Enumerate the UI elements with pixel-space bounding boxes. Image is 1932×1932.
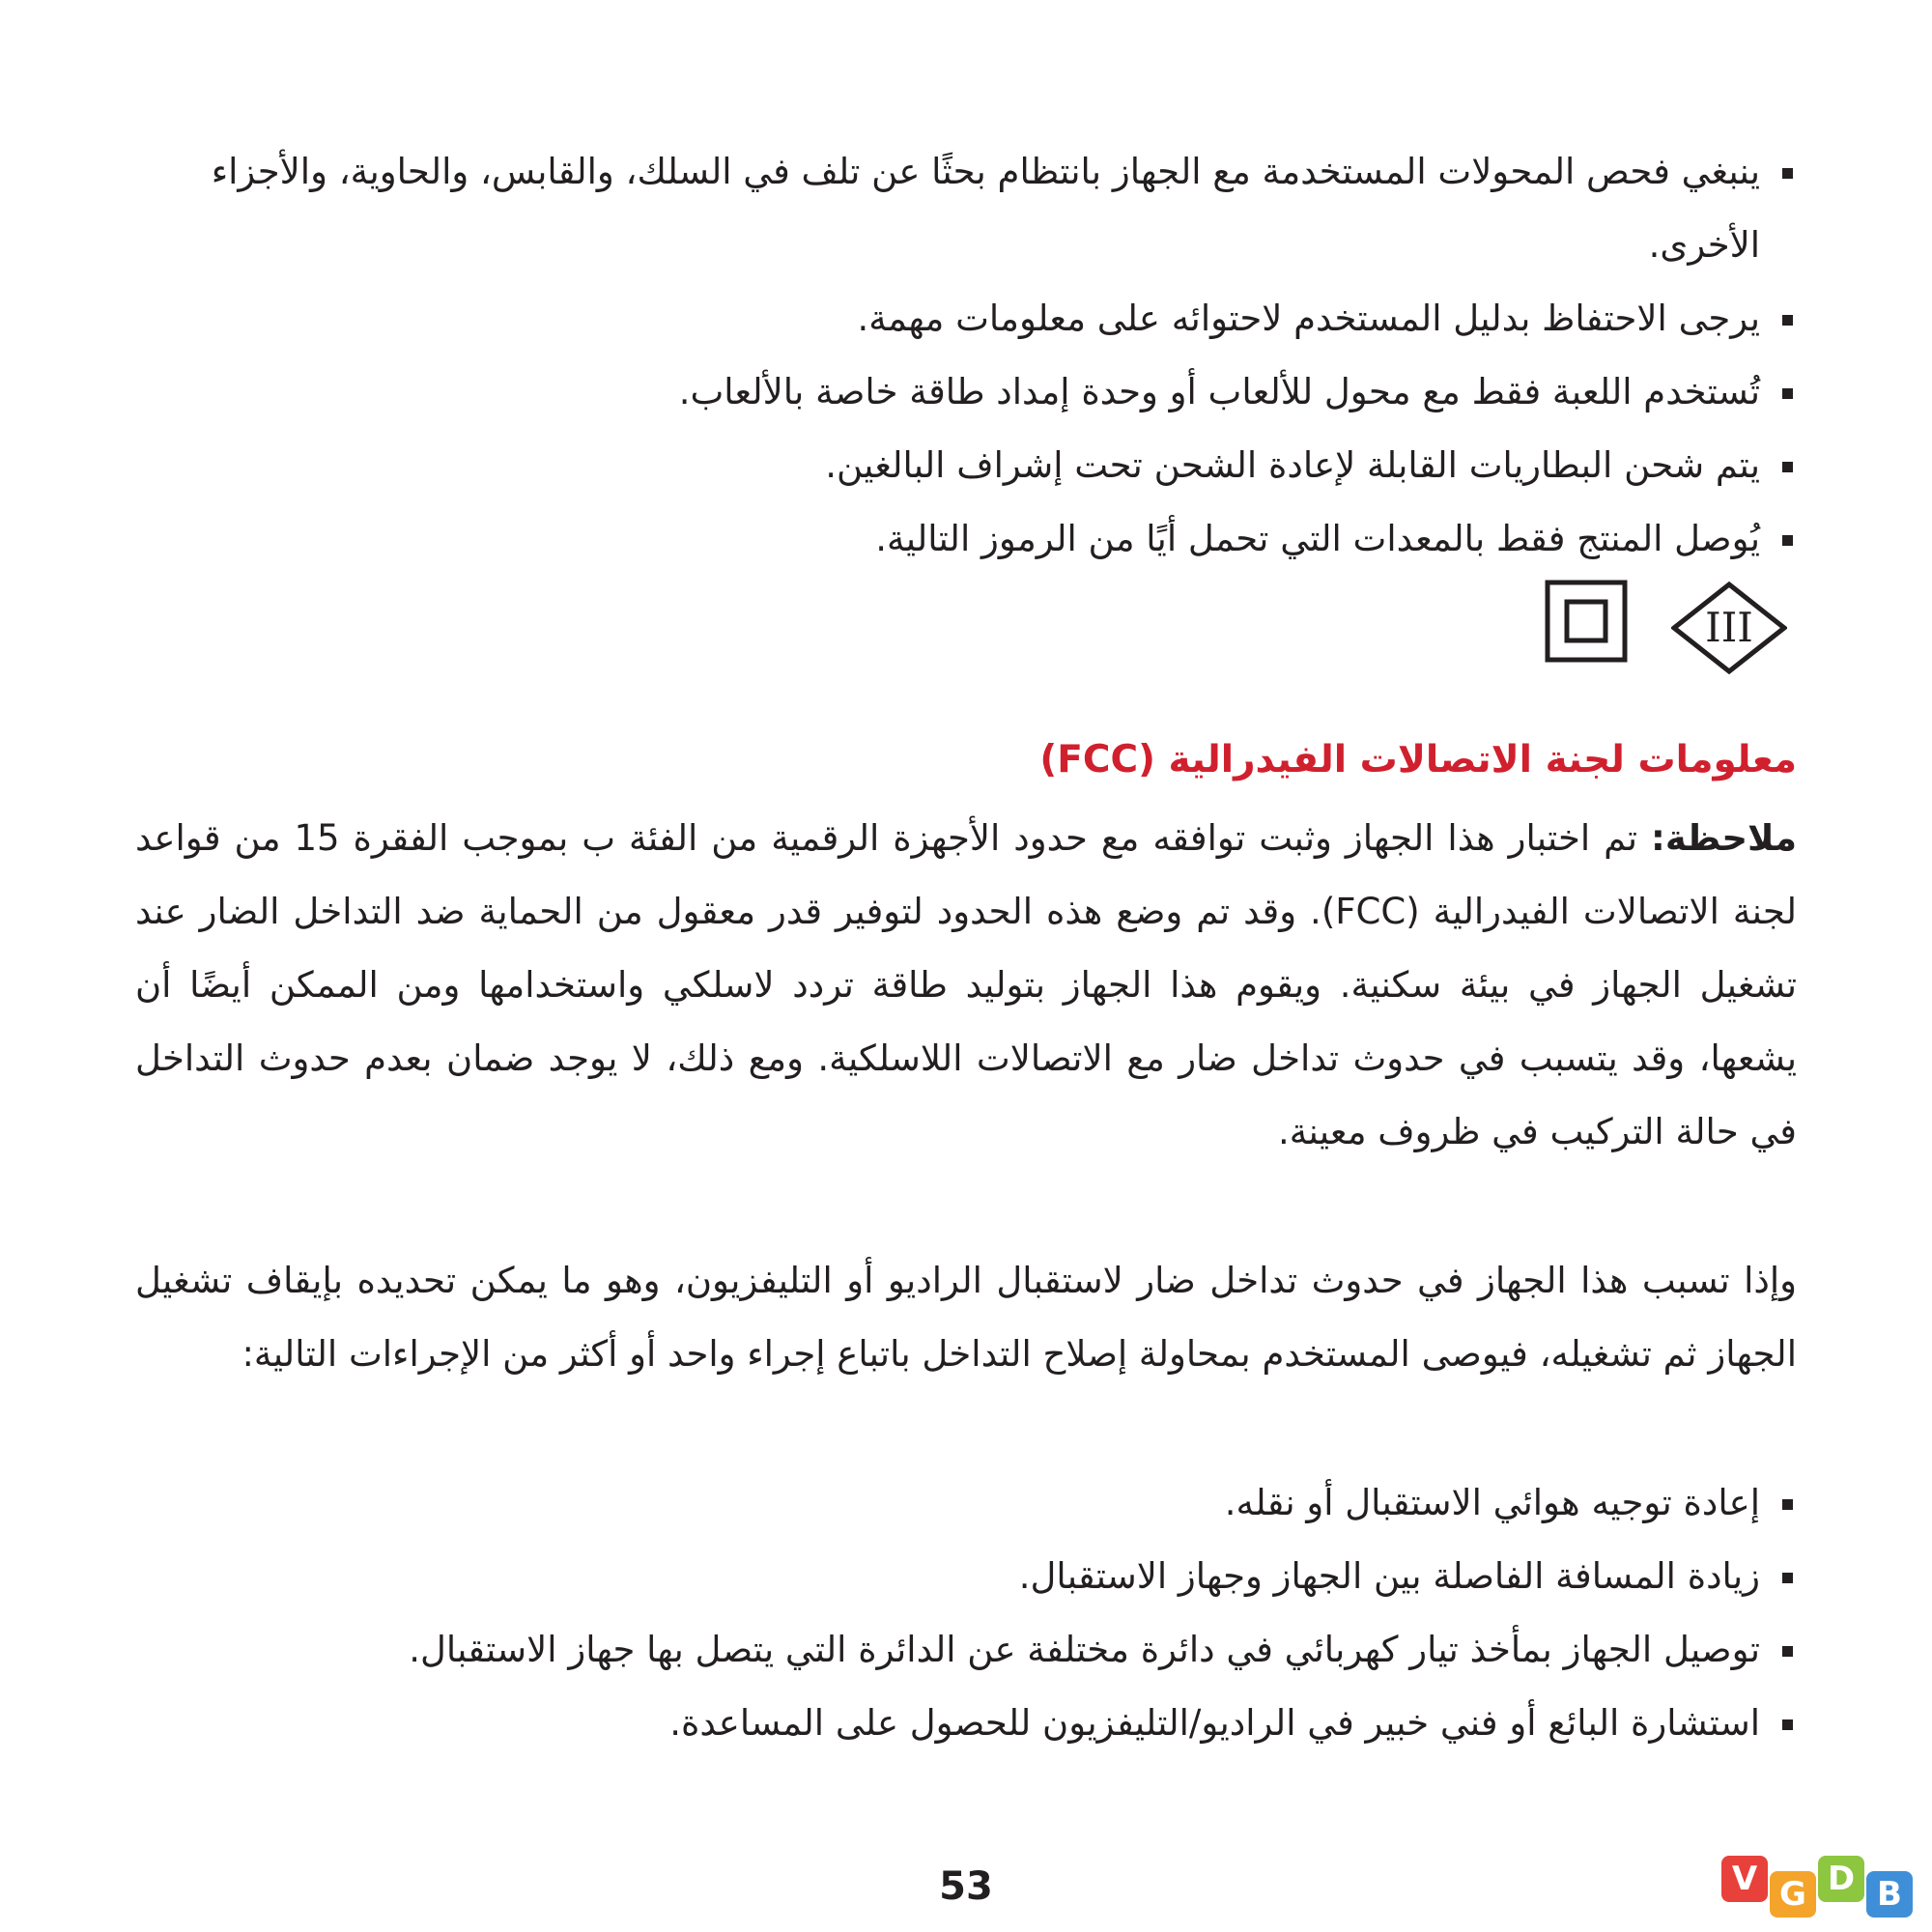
fcc-note-paragraph <box>135 802 1797 1169</box>
bullet-item: ينبغي فحص المحولات المستخدمة مع الجهاز بانتظام بحثًا عن تلف في السلك، والقابس، والحاوية، والأجزاء الأخرى. <box>135 135 1797 282</box>
class-three-numeral: III <box>1705 604 1753 651</box>
bullet-item: يُوصل المنتج فقط بالمعدات التي تحمل أيًا من الرموز التالية. <box>135 502 1797 576</box>
note-label: ملاحظة: <box>1651 817 1797 859</box>
bullet-item: يرجى الاحتفاظ بدليل المستخدم لاحتوائه على معلومات مهمة. <box>135 282 1797 355</box>
bullet-item: تُستخدم اللعبة فقط مع محول للألعاب أو وحدة إمداد طاقة خاصة بالألعاب. <box>135 355 1797 429</box>
interference-paragraph: وإذا تسبب هذا الجهاز في حدوث تداخل ضار لاستقبال الراديو أو التليفزيون، وهو ما يمكن تحديده بإيقاف تشغيل الجهاز ثم تشغيله، فيوصى المستخدم بمحاولة إصلاح التداخل باتباع إجراء واحد أو أكثر من الإجراءات التالية: <box>135 1260 1797 1375</box>
equipment-symbols <box>1536 580 1787 676</box>
note-text: تم اختبار هذا الجهاز وثبت توافقه مع حدود الأجهزة الرقمية من الفئة ب بموجب الفقرة 15 من قواعد لجنة الاتصالات الفيدرالية (FCC). وقد تم وضع هذه الحدود لتوفير قدر معقول من الحماية ضد التداخل الضار عند تشغيل الجهاز في بيئة سكنية. ويقوم هذا الجهاز بتوليد طاقة تردد لاسلكي واستخدامها ومن الممكن أيضًا أن يشعها، وقد يتسبب في حدوث تداخل ضار مع الاتصالات اللاسلكية. ومع ذلك، لا يوجد ضمان بعدم حدوث التداخل في حالة التركيب في ظروف معينة. <box>135 817 1797 1152</box>
class-three-diamond-icon <box>1671 582 1787 674</box>
watermark-tile: D <box>1818 1856 1864 1902</box>
bullet-item: استشارة البائع أو فني خبير في الراديو/التليفزيون للحصول على المساعدة. <box>135 1687 1797 1760</box>
double-insulation-icon <box>1545 580 1628 663</box>
bullet-item: يتم شحن البطاريات القابلة لإعادة الشحن تحت إشراف البالغين. <box>135 429 1797 502</box>
bullet-item: توصيل الجهاز بمأخذ تيار كهربائي في دائرة مختلفة عن الدائرة التي يتصل بها جهاز الاستقبال. <box>135 1613 1797 1687</box>
watermark-tile: G <box>1770 1871 1816 1918</box>
bullet-item: زيادة المسافة الفاصلة بين الجهاز وجهاز الاستقبال. <box>135 1540 1797 1613</box>
page-number: 53 <box>939 1864 993 1909</box>
measures-bullet-list <box>135 1466 1797 1760</box>
watermark-tile: B <box>1866 1871 1913 1918</box>
watermark-logo <box>1721 1850 1924 1927</box>
watermark-tile: V <box>1721 1856 1768 1902</box>
safety-bullet-list <box>135 135 1797 576</box>
fcc-heading: معلومات لجنة الاتصالات الفيدرالية (FCC) <box>1039 738 1797 781</box>
bullet-item: إعادة توجيه هوائي الاستقبال أو نقله. <box>135 1466 1797 1540</box>
